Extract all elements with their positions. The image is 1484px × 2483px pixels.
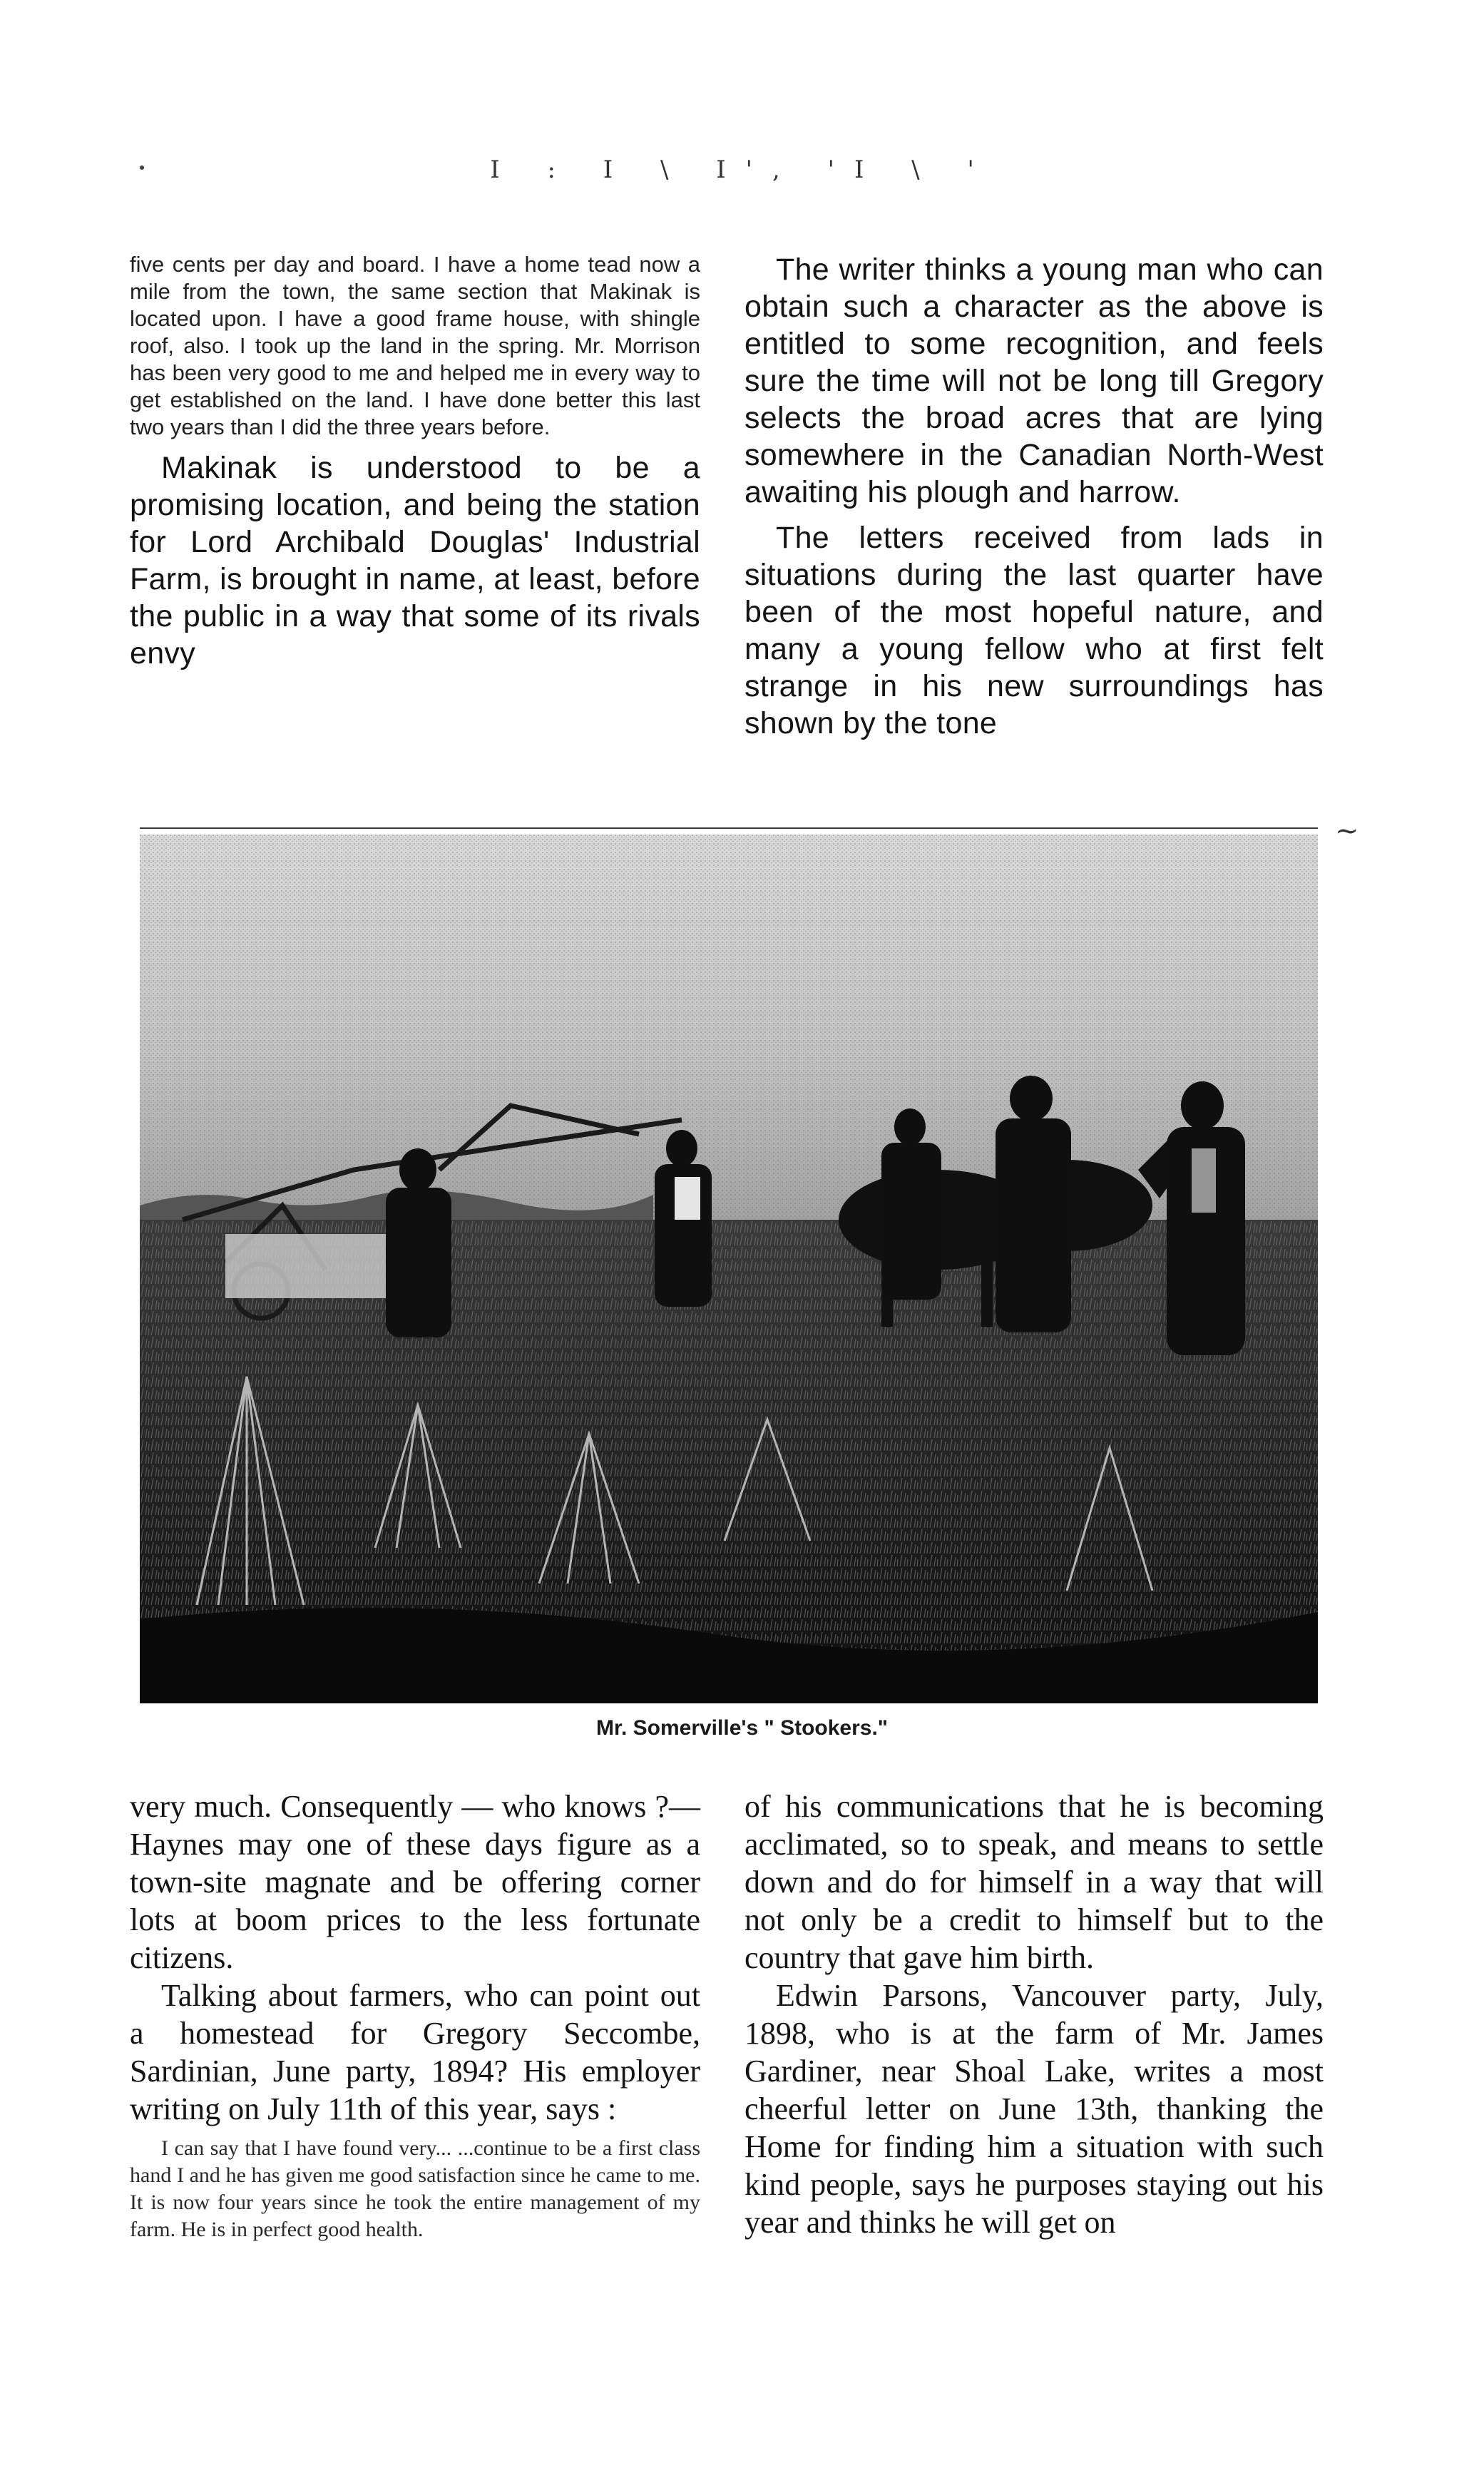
paragraph-communications: of his communications that he is becoming acclimated, so to speak, and means to settle down and do for himself in a way that will not only be a credit to himself but to the country that gave him birth. [744, 1789, 1324, 1975]
paragraph-talking-farmers: Talking about farmers, who can point out a homestead for Gregory Seccombe, Sardinian, June party, 1894? His employer writing on July 11th of this year, says : [130, 1978, 700, 2126]
quoted-letter: five cents per day and board. I have a home tead now a mile from the town, the same section that Makinak is located upon. I have a good frame house, with shingle roof, also. I took up the land in the spring. Mr. Morrison has been very good to me and helped me in every way to get established on the land. I have done better this last two years than I did the three years before. [130, 252, 700, 439]
column-top-right [744, 251, 1324, 742]
photo-caption: Mr. Somerville's " Stookers." [595, 1716, 889, 1740]
paragraph-writer-thinks: The writer thinks a young man who can obtain such a character as the above is entitled to some recognition, and feels sure the time will not be long till Gregory selects the broad acres that are lying somewhere in the Canadian North-West awaiting his plough and harrow. [744, 253, 1324, 509]
paragraph-very-much: very much. Consequently — who knows ?—Haynes may one of these days figure as a town-site magnate and be offering corner lots at boom prices to the less fortunate citizens. [130, 1789, 700, 1975]
photo-top-rule [140, 827, 1318, 829]
paragraph-edwin-parsons: Edwin Parsons, Vancouver party, July, 1898, who is at the farm of Mr. James Gardiner, near Shoal Lake, writes a most cheerful letter on June 13th, thanking the Home for finding him a situation with such kind people, says he purposes staying out his year and thinks he will get on [744, 1978, 1324, 2240]
paragraph-makinak: Makinak is understood to be a promising location, and being the station for Lord Archibald Douglas' Industrial Farm, is brought in name, at least, before the public in a way that some of its rivals envy [130, 451, 700, 671]
paragraph-letters-received: The letters received from lads in situations during the last quarter have been of the most hopeful nature, and many a young fellow who at first felt strange in his new surroundings has shown by the tone [744, 521, 1324, 740]
column-top-left [130, 251, 700, 672]
column-bottom-right [744, 1788, 1324, 2241]
employer-letter: I can say that I have found very... ...continue to be a first class hand I and he has given me good satisfaction since he came to me. It is now four years since he took the entire management of my farm. He is in perfect good health. [130, 2136, 700, 2241]
stray-mark: ~ [1335, 815, 1359, 847]
photo-illustration [140, 835, 1318, 1703]
stookers-photograph [140, 835, 1318, 1703]
running-head: I : I \ I', 'I \ ' [490, 155, 994, 184]
column-bottom-left [130, 1788, 700, 2243]
